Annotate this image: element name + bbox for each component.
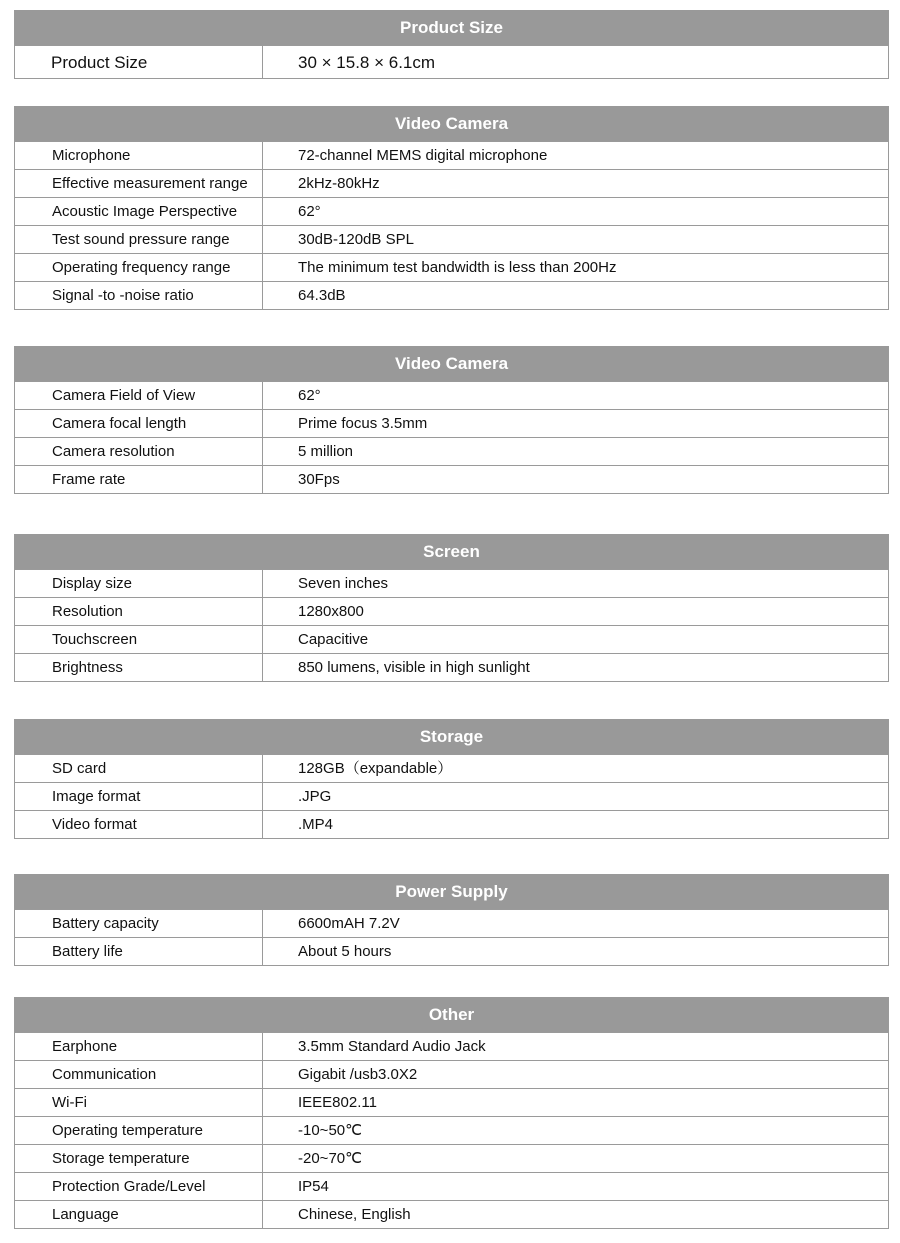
table-row [15, 569, 888, 597]
table-row [15, 782, 888, 810]
row-value: 30Fps [298, 471, 340, 488]
row-label: Storage temperature [15, 1145, 263, 1172]
row-value: 1280x800 [298, 603, 364, 620]
section-header: Video Camera [15, 106, 888, 141]
row-label: Image format [15, 783, 263, 810]
row-value: About 5 hours [298, 943, 392, 960]
row-value: The minimum test bandwidth is less than 200Hz [298, 259, 617, 276]
row-value: .JPG [298, 788, 332, 805]
row-value: Capacitive [298, 631, 369, 648]
row-value: Seven inches [298, 575, 389, 592]
table-row [15, 1116, 888, 1144]
row-label: Test sound pressure range [15, 226, 263, 253]
section-header: Other [15, 997, 888, 1032]
row-label: Product Size [15, 46, 263, 78]
row-label: Wi-Fi [15, 1089, 263, 1116]
table-row [15, 141, 888, 169]
row-value: IEEE802.11 [298, 1094, 377, 1111]
table-row [15, 225, 888, 253]
table-row [15, 1032, 888, 1060]
row-label: Earphone [15, 1033, 263, 1060]
row-label: Camera resolution [15, 438, 263, 465]
row-value: 3.5mm Standard Audio Jack [298, 1038, 486, 1055]
row-value: 62° [298, 387, 321, 404]
section-header: Storage [15, 719, 888, 754]
row-value: Gigabit /usb3.0X2 [298, 1066, 418, 1083]
row-label: Operating frequency range [15, 254, 263, 281]
row-label: Camera Field of View [15, 382, 263, 409]
table-row [15, 465, 888, 493]
row-label: Battery life [15, 938, 263, 965]
row-value: 128GB（expandable） [298, 760, 453, 777]
row-label: Frame rate [15, 466, 263, 493]
table-row [15, 197, 888, 225]
table-row [15, 169, 888, 197]
table-row [15, 437, 888, 465]
row-value: 62° [298, 203, 321, 220]
row-value: 6600mAH 7.2V [298, 915, 400, 932]
row-label: Microphone [15, 142, 263, 169]
row-value: IP54 [298, 1178, 329, 1195]
table-row [15, 45, 888, 78]
row-label: SD card [15, 755, 263, 782]
section-header: Power Supply [15, 874, 888, 909]
table-row [15, 1144, 888, 1172]
row-label: Effective measurement range [15, 170, 263, 197]
table-row [15, 1172, 888, 1200]
section-header: Product Size [15, 10, 888, 45]
row-label: Signal -to -noise ratio [15, 282, 263, 309]
spec-table-other [14, 997, 889, 1229]
table-row [15, 810, 888, 838]
spec-table-camera [14, 346, 889, 494]
table-row [15, 381, 888, 409]
spec-table-power [14, 874, 889, 966]
row-label: Display size [15, 570, 263, 597]
row-value: 30dB-120dB SPL [298, 231, 414, 248]
table-row [15, 253, 888, 281]
row-label: Battery capacity [15, 910, 263, 937]
spec-table-product-size [14, 10, 889, 79]
row-value: .MP4 [298, 816, 334, 833]
row-value: -20~70℃ [298, 1150, 362, 1167]
table-row [15, 937, 888, 965]
row-value: 64.3dB [298, 287, 346, 304]
row-value: 30 × 15.8 × 6.1cm [298, 53, 436, 72]
row-value: 850 lumens, visible in high sunlight [298, 659, 530, 676]
section-header: Video Camera [15, 346, 888, 381]
table-row [15, 1088, 888, 1116]
row-label: Camera focal length [15, 410, 263, 437]
table-row [15, 653, 888, 681]
spec-table-storage [14, 719, 889, 839]
row-label: Brightness [15, 654, 263, 681]
row-label: Communication [15, 1061, 263, 1088]
row-label: Video format [15, 811, 263, 838]
row-value: 72-channel MEMS digital microphone [298, 147, 548, 164]
row-label: Operating temperature [15, 1117, 263, 1144]
row-label: Language [15, 1201, 263, 1228]
table-row [15, 281, 888, 309]
row-label: Resolution [15, 598, 263, 625]
spec-table-screen [14, 534, 889, 682]
table-row [15, 597, 888, 625]
table-row [15, 754, 888, 782]
table-row [15, 625, 888, 653]
row-value: 2kHz-80kHz [298, 175, 380, 192]
section-header: Screen [15, 534, 888, 569]
row-label: Protection Grade/Level [15, 1173, 263, 1200]
spec-table-acoustic [14, 106, 889, 310]
row-label: Touchscreen [15, 626, 263, 653]
row-value: 5 million [298, 443, 354, 460]
row-value: Prime focus 3.5mm [298, 415, 428, 432]
table-row [15, 409, 888, 437]
table-row [15, 1060, 888, 1088]
row-value: Chinese, English [298, 1206, 411, 1223]
table-row [15, 1200, 888, 1228]
row-value: -10~50℃ [298, 1122, 362, 1139]
row-label: Acoustic Image Perspective [15, 198, 263, 225]
table-row [15, 909, 888, 937]
